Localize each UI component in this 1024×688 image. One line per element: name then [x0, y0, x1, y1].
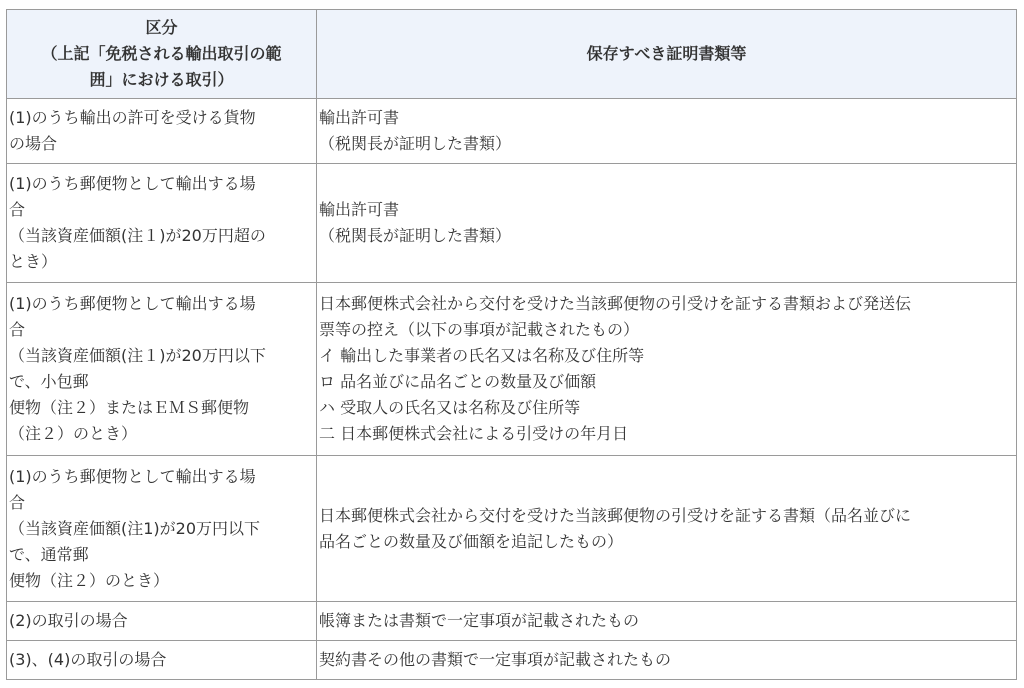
header-documents: 保存すべき証明書類等: [317, 10, 1017, 99]
category-cell: [7, 602, 317, 641]
cell-line: （注２）のとき）: [9, 424, 138, 443]
cell-line: 輸出許可書: [319, 200, 400, 219]
category-cell: [7, 164, 317, 283]
cell-line: （税関長が証明した書類）: [319, 134, 512, 153]
cell-line: ハ 受取人の氏名又は名称及び住所等: [319, 398, 581, 417]
cell-line: ロ 品名並びに品名ごとの数量及び価額: [319, 372, 597, 391]
cell-line: 合: [9, 320, 26, 339]
cell-line: (1)のうち郵便物として輸出する場: [9, 466, 256, 486]
table-row: [7, 602, 1017, 641]
category-cell: [7, 99, 317, 164]
cell-line: で、通常郵: [9, 544, 89, 564]
cell-line: 票等の控え（以下の事項が記載されたもの）: [319, 320, 640, 339]
cell-line: (1)のうち郵便物として輸出する場: [9, 174, 256, 193]
cell-line: (1)のうち輸出の許可を受ける貨物: [9, 108, 256, 127]
documents-cell: [317, 99, 1017, 164]
documents-cell: [317, 283, 1017, 456]
header-category: [7, 10, 317, 99]
cell-line: (1)のうち郵便物として輸出する場: [9, 294, 256, 313]
documents-cell: [317, 456, 1017, 602]
export-documents-table: [6, 9, 1017, 680]
cell-line: 契約書その他の書類で一定事項が記載されたもの: [319, 650, 672, 669]
cell-line: とき）: [9, 252, 58, 271]
category-cell: [7, 283, 317, 456]
table-row: [7, 164, 1017, 283]
table-row: [7, 99, 1017, 164]
cell-line: 品名ごとの数量及び価額を追記したもの）: [319, 531, 624, 551]
documents-cell: [317, 164, 1017, 283]
cell-line: の場合: [9, 134, 58, 153]
cell-line: 日本郵便株式会社から交付を受けた当該郵便物の引受けを証する書類および発送伝: [319, 294, 912, 313]
header-category-line: （上記「免税される輸出取引の範: [41, 44, 282, 63]
cell-line: （当該資産価額(注１)が20万円以下: [9, 346, 266, 365]
cell-line: 日本郵便株式会社から交付を受けた当該郵便物の引受けを証する書類（品名並びに: [319, 505, 912, 525]
header-category-line: 区分: [145, 18, 178, 37]
cell-line: イ 輸出した事業者の氏名又は名称及び住所等: [319, 346, 645, 365]
cell-line: (3)、(4)の取引の場合: [9, 650, 167, 669]
cell-line: 便物（注２）またはＥＭＳ郵便物: [9, 398, 250, 417]
cell-line: 合: [9, 492, 26, 512]
cell-line: 二 日本郵便株式会社による引受けの年月日: [319, 424, 629, 443]
header-category-line: 囲」における取引）: [89, 70, 234, 89]
cell-line: (2)の取引の場合: [9, 611, 128, 630]
cell-line: （税関長が証明した書類）: [319, 226, 512, 245]
cell-line: 輸出許可書: [319, 108, 400, 127]
table-row: [7, 283, 1017, 456]
cell-line: （当該資産価額(注1)が20万円以下: [9, 518, 261, 538]
cell-line: 合: [9, 200, 26, 219]
cell-line: （当該資産価額(注１)が20万円超の: [9, 226, 266, 245]
table-row: [7, 641, 1017, 680]
table-header-row: [7, 10, 1017, 99]
cell-line: 帳簿または書類で一定事項が記載されたもの: [319, 611, 640, 630]
cell-line: 便物（注２）のとき）: [9, 570, 170, 590]
category-cell: [7, 456, 317, 602]
cell-line: で、小包郵: [9, 372, 89, 391]
documents-cell: [317, 641, 1017, 680]
documents-cell: [317, 602, 1017, 641]
table-row: [7, 456, 1017, 602]
category-cell: [7, 641, 317, 680]
